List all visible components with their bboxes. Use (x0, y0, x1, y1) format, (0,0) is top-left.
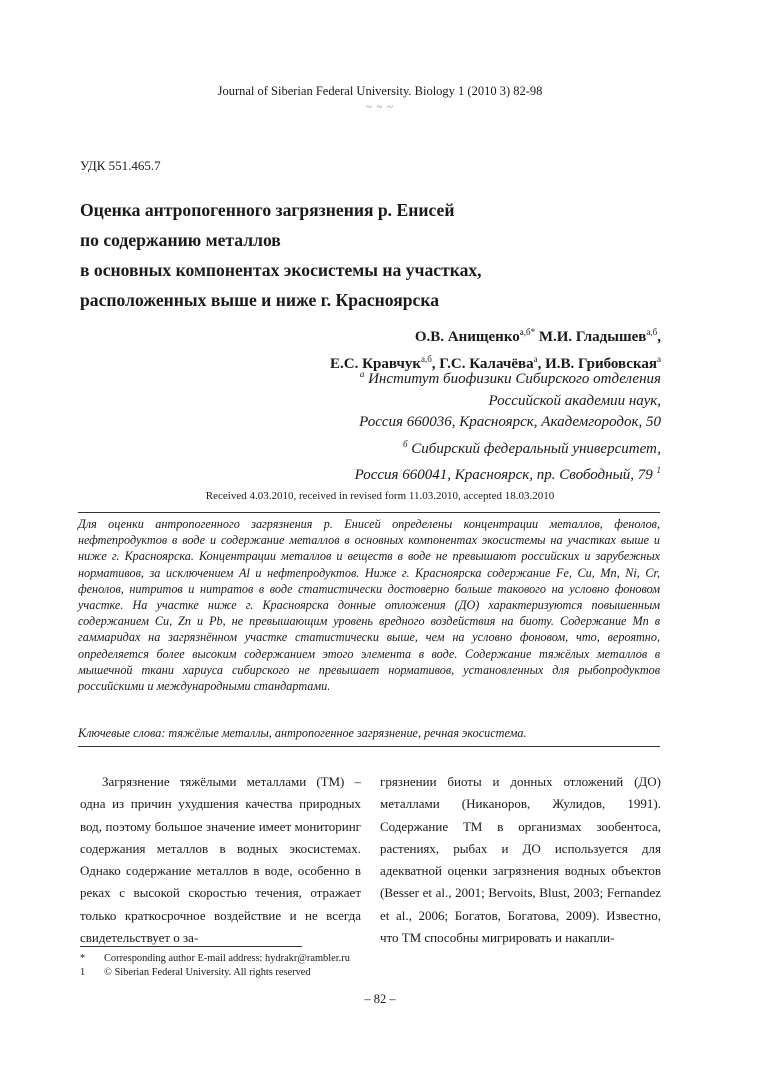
author-affiliation-mark: а,б (646, 327, 658, 337)
footnote-mark: * (80, 953, 86, 964)
title-line: по содержанию металлов (80, 230, 281, 250)
article-title (80, 195, 680, 315)
author-affiliation-mark: а,б* (519, 327, 536, 337)
page-number: – 82 – (364, 992, 396, 1006)
author-affiliation-mark: а,б (420, 353, 432, 364)
affiliation-line: Россия 660036, Красноярск, Академгородок, 50 (359, 414, 661, 430)
footnote-text: © Siberian Federal University. All rights reserved (104, 967, 311, 978)
affiliation-mark: б (402, 438, 408, 449)
author-name: Е.С. Кравчук (330, 355, 421, 372)
header-separator: ~ ~ ~ (365, 101, 395, 113)
author-name: И.В. Грибовская (545, 355, 657, 372)
footnote-ref: 1 (656, 465, 661, 475)
abstract: Для оценки антропогенного загрязнения р. Енисей определены концентрации металлов, фенолов, нефтепродуктов в воде и содержание металлов в основных компонентах экосистемы на участках выше и ниже г. Красноярска. Концентрации металлов и веществ в воде не превышают российских и зарубежных нормативов, за исключением Al и нефтепродуктов. Ниже г. Красноярска содержание Fe, Cu, Mn, Ni, Cr, фенолов, нитритов и нитратов в воде статистически достоверно больше таковогo на условно фоновом участке. На участке ниже г. Красноярска донные отложения (ДО) характеризуются повышенным содержанием Cu, Zn и Pb, не превышающим уровень вредного воздействия на биоту. Содержание Mn в гаммаридах на загрязнённом участке статистически выше, чем на условно фоновом, что, вероятно, определяется более высоким содержанием этого элемента в воде. Содержание тяжёлых металлов в мышечной ткани хариуса сибирского не превышает нормативов, установленных для рыбопродуктов российскими и международными стандартами. (78, 512, 660, 694)
affiliation-line: $^а$ Институт биофизики Сибирского отделения (359, 369, 661, 387)
footnote-mark: 1 (80, 967, 86, 978)
affiliation-line: $^б$ Сибирский федеральный университет, (402, 438, 661, 457)
footnote (80, 952, 460, 966)
body-column-left: Загрязнение тяжёлыми металлами (ТМ) – одна из причин ухудшения качества природных вод, поэтому большое значение имеет мониторинг содержания металлов в водных экосистемах. Однако содержание металлов в воде, особенно в реках с высокой скоростью течения, отражает только краткосрочное воздействие и не всегда свидетельствует о за- (80, 774, 361, 946)
keywords: Ключевые слова: тяжёлые металлы, антропогенное загрязнение, речная экосистема. (78, 726, 660, 747)
author-affiliation-mark: а (657, 353, 661, 364)
title-line: в основных компонентах экосистемы на участках, (80, 260, 482, 280)
affiliations (61, 364, 661, 487)
author-name: О.В. Анищенко (414, 329, 520, 345)
footnotes (80, 952, 460, 980)
affiliation-mark: а (359, 369, 365, 379)
author-name: Г.С. Калачёва (439, 355, 534, 372)
author-name: М.И. Гладышев (538, 329, 647, 345)
affiliation-line: Российской академии наук, (488, 392, 661, 409)
footnote (80, 966, 460, 980)
title-line: расположенных выше и ниже г. Красноярска (80, 290, 440, 310)
affiliation-line: Россия 660041, Красноярск, пр. Свободный, 79 $^1$ (354, 465, 661, 483)
journal-header: Journal of Siberian Federal University. Biology 1 (2010 3) 82-98 (217, 84, 543, 98)
udk-code: УДК 551.465.7 (80, 158, 161, 173)
title-line: Оценка антропогенного загрязнения р. Енисей (80, 200, 455, 220)
author-line: Е.С. Кравчук$^{а,б}$, Г.С. Калачёва$^а$, И.В. Грибовская$^а$ (330, 353, 661, 372)
author-line: О.В. Анищенко$^{а,б*}$ М.И. Гладышев$^{а,б}$, (414, 327, 661, 345)
author-affiliation-mark: а (533, 353, 538, 364)
footnote-text: Corresponding author E-mail address: hydrakr@rambler.ru (104, 953, 350, 964)
footnote-divider (80, 946, 302, 947)
body-column-right: грязнении биоты и донных отложений (ДО) металлами (Никаноров, Жулидов, 1991). Содержание ТМ в организмах зообентоса, растениях, рыбах и ДО используется для адекватной оценки загрязнения водных объектов (Besser et al., 2001; Bervoits, Blust, 2003; Fernandez et al., 2006; Богатов, Богатова, 2009). Известно, что ТМ способны мигрировать и накапли- (380, 774, 661, 946)
received-dates: Received 4.03.2010, received in revised form 11.03.2010, accepted 18.03.2010 (205, 490, 555, 502)
